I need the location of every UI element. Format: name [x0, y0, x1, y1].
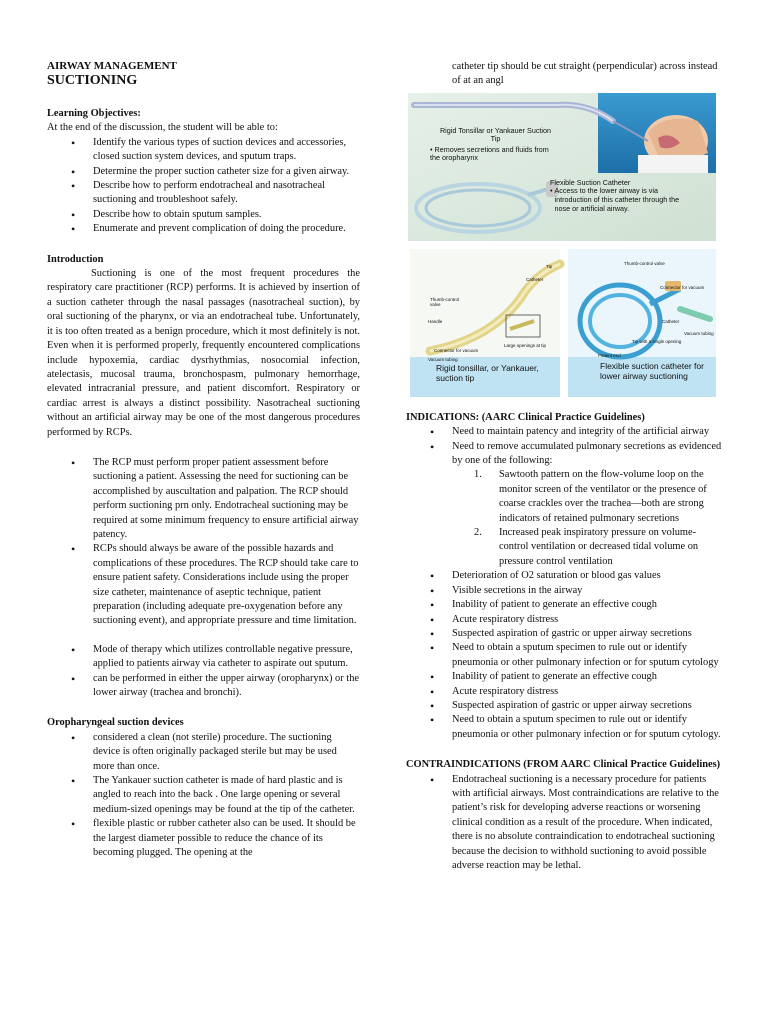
- list-item: • Describe how to obtain sputum samples.: [47, 208, 360, 222]
- objectives-list: [47, 136, 360, 237]
- figure-suction-devices-1: [408, 93, 716, 241]
- indications-list: [406, 425, 722, 468]
- definition-list: [47, 643, 360, 701]
- suction-devices-illustration: [408, 93, 716, 241]
- list-item: • Determine the proper suction catheter size for a given airway.: [47, 165, 360, 179]
- list-item: • can be performed in either the upper airway (oropharynx) or the lower airway (trachea and bronchi).: [47, 672, 360, 701]
- flexible-catheter-label: Flexible Suction Catheter • Access to the lower airway is via introduction of this catheter through the nose or artificial airway.: [550, 177, 680, 213]
- list-item: • Describe how to perform endotracheal and nasotracheal suctioning and troubleshoot safely.: [47, 179, 360, 208]
- catheter-callout: Catheter: [526, 276, 544, 282]
- vacuum-tubing-callout: Vacuum tubing: [428, 356, 458, 362]
- list-item: • Endotracheal suctioning is a necessary procedure for patients with artificial airways. Most contraindications are relative to the patient’s risk for developing adverse reactions or worsening clinical condition as a result of the procedure. When indicated, there is no absolute contraindication to endotracheal suctioning because the decision to withhold suctioning to avoid possible adverse reaction may be lethal.: [406, 773, 722, 874]
- contraindications-list: [406, 773, 722, 874]
- connector-callout: Connector for vacuum: [434, 347, 479, 353]
- list-item: • The Yankauer suction catheter is made of hard plastic and is angled to reach into the back . One large opening or several medium-sized openings may be found at the tip of the catheter.: [47, 774, 360, 817]
- contraindications-heading: CONTRAINDICATIONS (FROM AARC Clinical Practice Guidelines): [406, 759, 721, 771]
- assessment-list: [47, 456, 360, 629]
- numbered-item: 2. Increased peak inspiratory pressure on volume-control ventilation or decreased tidal volume on pressure control ventilation: [474, 527, 699, 567]
- list-item: • flexible plastic or rubber catheter also can be used. It should be the largest diameter possible to reduce the chance of its becoming plugged. The opening at the: [47, 817, 360, 860]
- page-title: SUCTIONING: [47, 73, 138, 88]
- rigid-tip-bullet: • Removes secretions and fluids from the oropharynx: [430, 144, 549, 163]
- thumb-valve-callout-2: Thumb-control valve: [624, 260, 665, 266]
- section-header: AIRWAY MANAGEMENT: [47, 60, 177, 72]
- catheter-callout-2: Catheter: [662, 318, 680, 324]
- introduction-paragraph: Suctioning is one of the most frequent procedures the respiratory care practitioner (RCP) performs. It is achieved by insertion of a suction catheter through the nasal passages (nasotracheal suction), by oral suctioning of the pharynx, or via an endotracheal tube. Unfortunately, it is too often treated as a benign procedure, which it most definitely is not. Even when it is performed properly, frequently encountered complications include hypoxemia, cardiac dysrhythmias, nosocomial infection, atelectasis, mucosal trauma, bronchospasm, pulmonary hemorrhage, elevated intracranial pressure, and patient discomfort. Respiratory or cardiac arrest is always a distinct possibility. Nasotracheal suctioning without an artificial airway may be one of the most dangerous procedures performed by RCPs.: [47, 268, 360, 438]
- continuation-text: catheter tip should be cut straight (perpendicular) across instead of at an angl: [452, 61, 718, 87]
- left-column: [47, 60, 360, 861]
- list-item: • Inability of patient to generate an effective cough: [406, 598, 722, 612]
- vacuum-tubing-callout-2: Vacuum tubing: [684, 330, 714, 336]
- patient-end-callout: Patient end: [598, 352, 621, 358]
- list-item: • RCPs should always be aware of the possible hazards and complications of these procedures. The RCP should take care to ensure patient safety. Considerations include using the proper size catheter, maintenance of aseptic technique, patient preparation (including adequate pre-oxygenation before any suctioning event), and appropriate pressure and time limitation.: [47, 542, 360, 628]
- indications-numbered-list: [406, 468, 722, 569]
- rigid-tip-label: Rigid Tonsillar or Yankauer Suction Tip: [439, 125, 552, 144]
- list-item: • Visible secretions in the airway: [406, 584, 722, 598]
- indications-heading: INDICATIONS: (AARC Clinical Practice Guidelines): [406, 411, 645, 423]
- figure-suction-devices-2: [410, 249, 716, 397]
- list-item: • Acute respiratory distress: [406, 613, 722, 627]
- rigid-tip-caption: Rigid tonsillar, or Yankauer, suction tip: [436, 362, 539, 383]
- list-item: • Enumerate and prevent complication of doing the procedure.: [47, 222, 360, 236]
- indications-list-continued: [406, 569, 722, 742]
- oropharyngeal-list: [47, 731, 360, 861]
- list-item: • Need to maintain patency and integrity of the artificial airway: [406, 425, 722, 439]
- list-item: • The RCP must perform proper patient assessment before suctioning a patient. Assessing the need for suctioning can be accomplished by auscultation and palpation. The RCP should perform suctioning prn only. Endotracheal suctioning may be required at some minimum frequency to ensure artificial airway patency.: [47, 456, 360, 542]
- list-item: • Suspected aspiration of gastric or upper airway secretions: [406, 627, 722, 641]
- right-column: [406, 60, 722, 873]
- list-item: • Suspected aspiration of gastric or upper airway secretions: [406, 699, 722, 713]
- flexible-catheter-caption: Flexible suction catheter for lower airway suctioning: [600, 360, 704, 382]
- objectives-heading: Learning Objectives:: [47, 108, 141, 119]
- list-item: • Need to obtain a sputum specimen to rule out or identify pneumonia or other pulmonary infection or for sputum cytology.: [406, 713, 722, 742]
- thumb-valve-callout: Thumb-control valve: [430, 296, 460, 308]
- list-item: • Need to remove accumulated pulmonary secretions as evidenced by one of the following:: [406, 440, 722, 469]
- list-item: • Mode of therapy which utilizes controllable negative pressure, applied to patients airway via catheter to aspirate out sputum.: [47, 643, 360, 672]
- list-item: • Deterioration of O2 saturation or blood gas values: [406, 569, 722, 583]
- list-item: • Inability of patient to generate an effective cough: [406, 670, 722, 684]
- introduction-heading: Introduction: [47, 253, 104, 265]
- list-item: • Need to obtain a sputum specimen to rule out or identify pneumonia or other pulmonary infection or for sputum cytology: [406, 641, 722, 670]
- handle-callout: Handle: [428, 318, 443, 324]
- tip-opening-callout: Tip with a single opening: [632, 338, 682, 344]
- list-item: • considered a clean (not sterile) procedure. The suctioning device is often originally packaged sterile but may be used more than once.: [47, 731, 360, 774]
- connector-callout-2: Connector for vacuum: [660, 284, 705, 290]
- numbered-item: 1. Sawtooth pattern on the flow-volume loop on the monitor screen of the ventilator or the presence of coarse crackles over the trachea—both are strong indicators of retained pulmonary secretions: [474, 469, 707, 524]
- list-item: • Acute respiratory distress: [406, 685, 722, 699]
- large-openings-callout: Large openings at tip: [504, 342, 547, 348]
- tip-callout: Tip: [546, 263, 553, 269]
- objectives-intro: At the end of the discussion, the student will be able to:: [47, 122, 278, 134]
- oropharyngeal-heading: Oropharyngeal suction devices: [47, 717, 184, 729]
- list-item: • Identify the various types of suction devices and accessories, closed suction system devices, and sputum traps.: [47, 136, 360, 165]
